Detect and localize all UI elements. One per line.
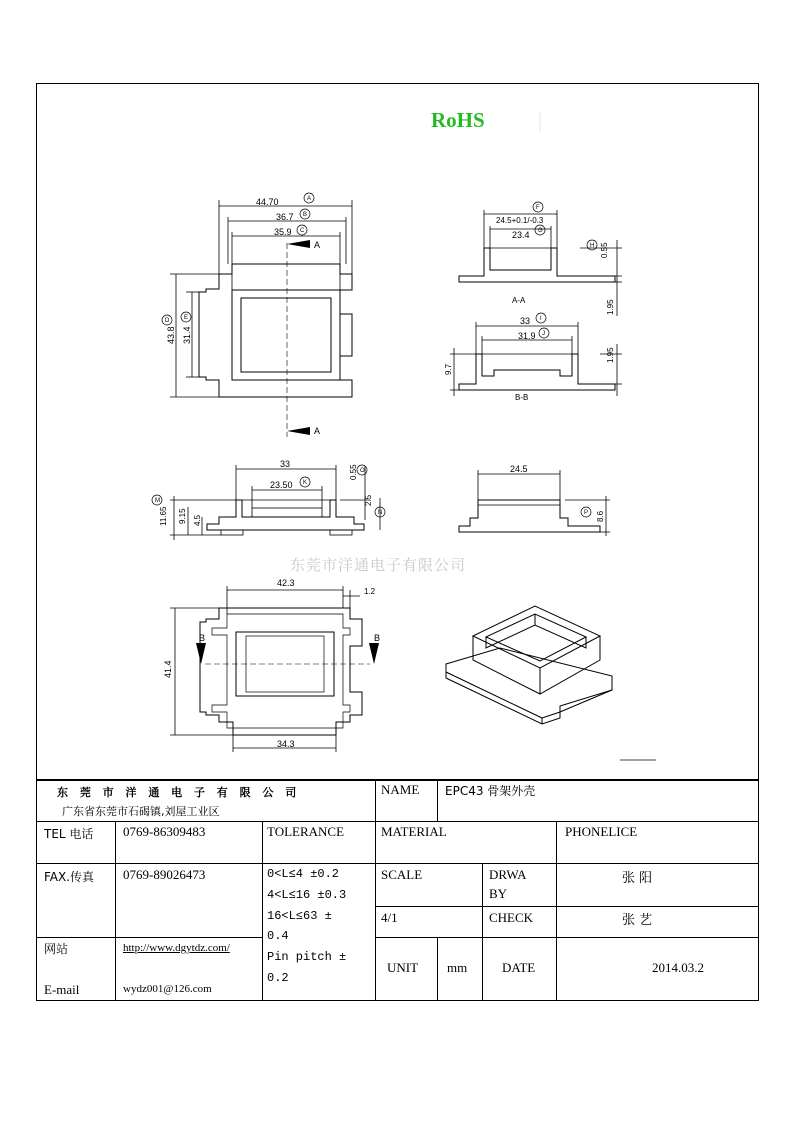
dim-b: 36.7 xyxy=(276,212,294,222)
section-b-right: B xyxy=(374,633,381,643)
dim-side-245: 24.5 xyxy=(510,464,528,474)
company-name: 东 莞 市 洋 通 电 子 有 限 公 司 xyxy=(57,786,301,799)
email-label: E-mail xyxy=(44,982,80,997)
label-k: K xyxy=(303,480,308,486)
bottom-view xyxy=(170,586,379,752)
section-a-bottom: A xyxy=(314,426,321,436)
dim-a: 44.70 xyxy=(256,197,279,207)
dim-h: 0.55 xyxy=(600,242,609,258)
dim-front-25: 2.5 xyxy=(364,494,373,506)
dim-bottom-414: 41.4 xyxy=(163,660,173,678)
dim-front-915: 9.15 xyxy=(178,508,187,524)
section-b-left: B xyxy=(199,633,206,643)
scale-label: SCALE xyxy=(381,867,423,882)
label-i: I xyxy=(540,316,542,322)
dim-c: 35.9 xyxy=(274,227,292,237)
tel-label: TEL 电话 xyxy=(44,827,94,841)
label-n: N xyxy=(378,510,383,516)
scale-value: 4/1 xyxy=(381,910,398,925)
top-view xyxy=(170,200,352,437)
dim-i: 33 xyxy=(520,316,531,326)
tolerance-line-2: 4<L≤16 ±0.3 xyxy=(267,888,347,902)
isometric-view xyxy=(446,606,612,724)
fax-value: 0769-89026473 xyxy=(123,867,206,882)
dim-bottom-343: 34.3 xyxy=(277,739,295,749)
date-label: DATE xyxy=(502,960,536,975)
unit-value: mm xyxy=(447,960,468,975)
dim-bb-97: 9.7 xyxy=(444,363,453,375)
check-label: CHECK xyxy=(489,910,534,925)
side-view xyxy=(459,470,610,536)
company-address: 广东省东莞市石碣镇,刘屋工业区 xyxy=(62,805,220,818)
label-o: O xyxy=(360,468,365,474)
material-value: PHONELICE xyxy=(565,824,638,839)
caption-aa: A-A xyxy=(512,296,526,305)
name-label: NAME xyxy=(381,782,420,797)
dim-g: 23.4 xyxy=(512,230,530,240)
label-m: M xyxy=(155,498,160,504)
part-name: EPC43 骨架外壳 xyxy=(445,784,536,798)
dim-k: 23.50 xyxy=(270,480,293,490)
label-c: C xyxy=(300,228,305,234)
caption-bb: B-B xyxy=(515,393,529,402)
drawn-by-value: 张 阳 xyxy=(622,871,653,886)
dim-bottom-12: 1.2 xyxy=(364,587,376,596)
dim-bb-195: 1.95 xyxy=(606,347,615,363)
fax-label: FAX.传真 xyxy=(44,870,95,884)
label-e: E xyxy=(184,315,189,321)
email-value: wydz001@126.com xyxy=(123,983,212,995)
section-bb-view xyxy=(450,322,622,396)
drawn-by-label-1: DRWA xyxy=(489,867,527,882)
dim-m: 11.65 xyxy=(159,506,168,526)
label-f: F xyxy=(536,205,540,211)
dim-p: 8.6 xyxy=(596,510,605,522)
company-watermark: 东莞市洋通电子有限公司 xyxy=(290,556,467,574)
tolerance-line-1: 0<L≤4 ±0.2 xyxy=(267,867,340,881)
dim-front-45: 4.5 xyxy=(193,514,202,526)
drawn-by-label-2: BY xyxy=(489,886,508,901)
label-p: P xyxy=(584,510,589,516)
rohs-label: RoHS xyxy=(431,108,485,132)
dim-o: 0.55 xyxy=(349,464,358,480)
material-label: MATERIAL xyxy=(381,824,447,839)
dim-f: 24.5+0.1/-0.3 xyxy=(496,216,544,225)
unit-label: UNIT xyxy=(387,960,419,975)
tel-value: 0769-86309483 xyxy=(123,824,206,839)
dim-e: 31.4 xyxy=(182,326,192,344)
dim-aa-195: 1.95 xyxy=(606,299,615,315)
dim-front-33: 33 xyxy=(280,459,291,469)
tolerance-label: TOLERANCE xyxy=(267,824,345,839)
label-d: D xyxy=(165,318,170,324)
website-label: 网站 xyxy=(44,942,69,956)
dim-j: 31.9 xyxy=(518,331,536,341)
label-b: B xyxy=(303,212,308,218)
date-value: 2014.03.2 xyxy=(652,960,704,975)
tolerance-line-3: 16<L≤63 ± xyxy=(267,909,332,923)
tolerance-line-4: 0.4 xyxy=(267,929,289,943)
label-h: H xyxy=(590,243,595,249)
tolerance-line-5: Pin pitch ± xyxy=(267,950,347,964)
label-g: G xyxy=(538,228,543,234)
dim-d: 43.8 xyxy=(166,326,176,344)
label-j: J xyxy=(542,331,545,337)
section-aa-view xyxy=(459,210,622,316)
tolerance-line-6: 0.2 xyxy=(267,971,289,985)
dim-bottom-423: 42.3 xyxy=(277,578,295,588)
label-a: A xyxy=(307,196,312,202)
check-value: 张 艺 xyxy=(622,913,653,928)
section-a-top: A xyxy=(314,240,321,250)
website-link[interactable]: http://www.dgytdz.com/ xyxy=(123,942,230,954)
